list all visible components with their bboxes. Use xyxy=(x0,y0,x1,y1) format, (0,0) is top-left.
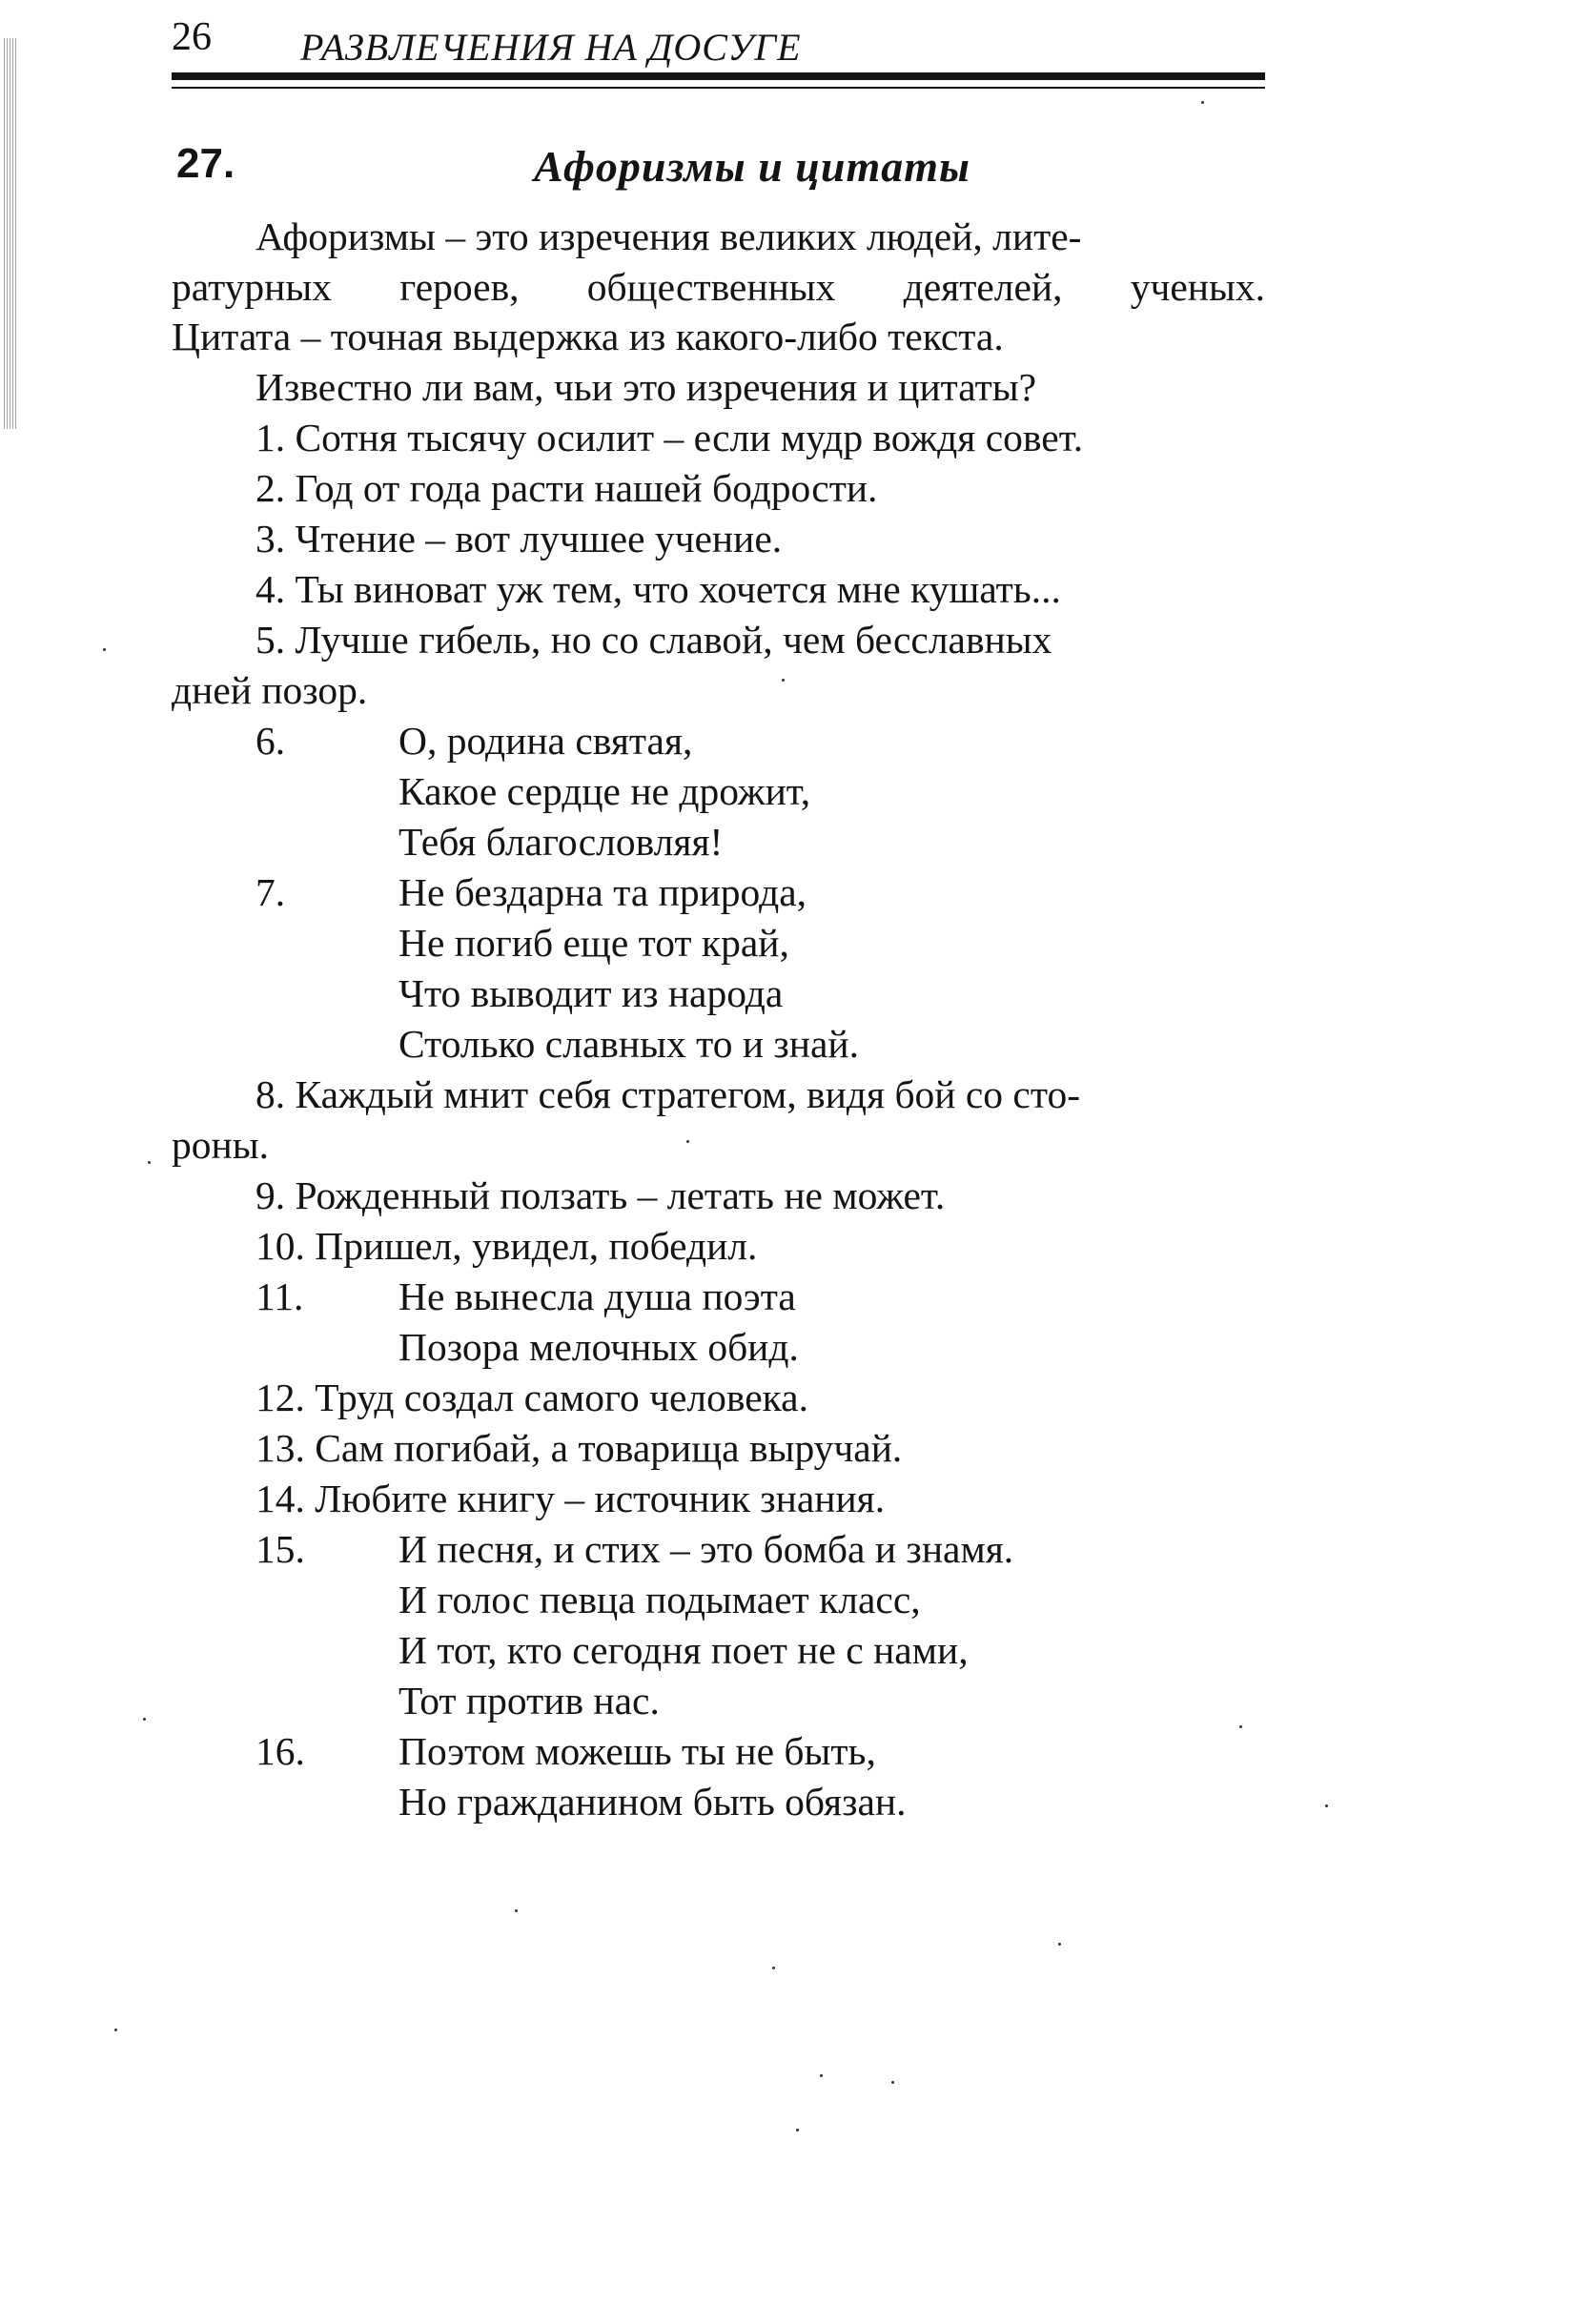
quote-number: 16. xyxy=(255,1729,305,1773)
verse-line: И песня, и стих – это бомба и знамя. xyxy=(398,1527,1014,1571)
intro-line: Афоризмы – это изречения великих людей, лите- xyxy=(255,214,1082,258)
verse-line: Тебя благословляя! xyxy=(398,820,724,864)
scan-edge-artifact xyxy=(4,38,17,429)
scan-speck xyxy=(891,2081,894,2084)
scan-speck xyxy=(103,648,106,651)
scan-speck xyxy=(782,679,785,682)
scan-speck xyxy=(515,1909,518,1912)
quote-item-continuation: роны. xyxy=(172,1123,269,1167)
quote-item: 4. Ты виноват уж тем, что хочется мне кушать... xyxy=(255,567,1061,611)
header-rule-thick xyxy=(172,72,1265,80)
verse-line: О, родина святая, xyxy=(398,719,693,763)
scan-speck xyxy=(1201,101,1204,104)
section-title: Афоризмы и цитаты xyxy=(534,142,970,191)
scan-speck xyxy=(1058,1943,1061,1946)
quote-item: 12. Труд создал самого человека. xyxy=(255,1376,808,1419)
verse-line: И тот, кто сегодня поет не с нами, xyxy=(398,1628,969,1672)
quote-number: 15. xyxy=(255,1527,305,1571)
scan-speck xyxy=(796,2129,799,2131)
quote-item: 13. Сам погибай, а товарища выручай. xyxy=(255,1426,903,1470)
verse-line: Не погиб еще тот край, xyxy=(398,921,789,965)
intro-line: Цитата – точная выдержка из какого-либо текста. xyxy=(172,315,1004,358)
section-number: 27. xyxy=(176,140,235,187)
quote-item: 1. Сотня тысячу осилит – если мудр вождя совет. xyxy=(255,416,1084,459)
quote-item: 3. Чтение – вот лучшее учение. xyxy=(255,517,783,561)
verse-line: Не вынесла душа поэта xyxy=(398,1274,796,1318)
verse-line: Не бездарна та природа, xyxy=(398,870,807,914)
verse-line: Но гражданином быть обязан. xyxy=(398,1780,907,1824)
scan-speck xyxy=(114,2028,117,2031)
quote-number: 6. xyxy=(255,719,286,763)
verse-line: И голос певца подымает класс, xyxy=(398,1578,921,1621)
scan-speck xyxy=(772,1967,775,1969)
quote-item: 14. Любите книгу – источник знания. xyxy=(255,1477,886,1520)
quote-item: 2. Год от года расти нашей бодрости. xyxy=(255,466,878,510)
verse-line: Какое сердце не дрожит, xyxy=(398,769,811,813)
header-rule-thin xyxy=(172,87,1265,89)
quote-item: 9. Рожденный ползать – летать не может. xyxy=(255,1173,946,1217)
intro-question: Известно ли вам, чьи это изречения и цитаты? xyxy=(255,365,1037,409)
scan-speck xyxy=(686,1140,689,1143)
verse-line: Поэтом можешь ты не быть, xyxy=(398,1729,876,1773)
verse-line: Что выводит из народа xyxy=(398,971,784,1015)
scan-speck xyxy=(148,1161,151,1164)
scan-speck xyxy=(1239,1725,1242,1728)
verse-line: Позора мелочных обид. xyxy=(398,1325,799,1369)
scan-speck xyxy=(1325,1804,1328,1807)
verse-line: Столько славных то и знай. xyxy=(398,1022,860,1066)
quote-item: 5. Лучше гибель, но со славой, чем бесславных xyxy=(255,618,1052,662)
quote-item-continuation: дней позор. xyxy=(172,668,368,712)
quote-number: 11. xyxy=(255,1274,304,1318)
quote-number: 7. xyxy=(255,870,286,914)
quote-item: 10. Пришел, увидел, победил. xyxy=(255,1224,758,1268)
verse-line: Тот против нас. xyxy=(398,1679,660,1723)
scan-speck xyxy=(143,1718,146,1721)
quote-item: 8. Каждый мнит себя стратегом, видя бой со сто- xyxy=(255,1072,1081,1116)
scan-speck xyxy=(820,2074,823,2077)
page-number: 26 xyxy=(172,15,212,59)
running-title: РАЗВЛЕЧЕНИЯ НА ДОСУГЕ xyxy=(300,26,802,69)
intro-line: ратурных героев, общественных деятелей, ученых. xyxy=(172,265,1265,309)
